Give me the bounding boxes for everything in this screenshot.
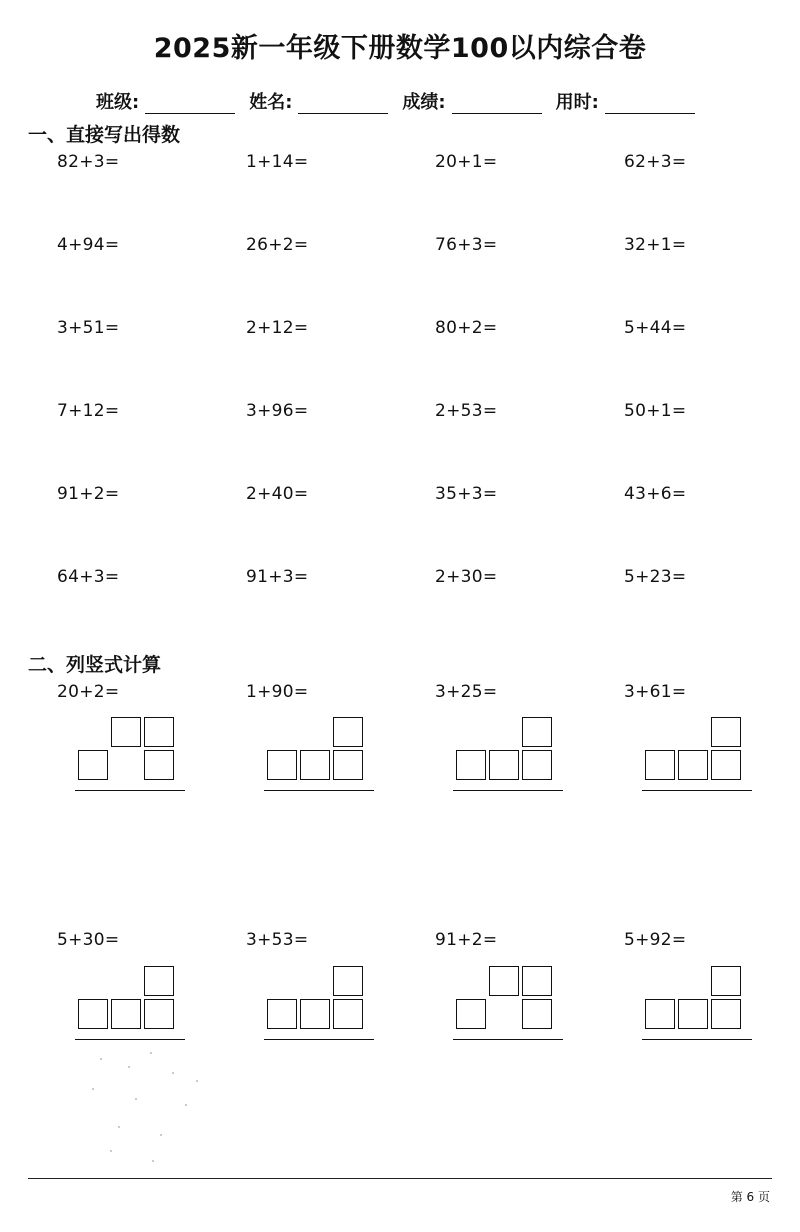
vertical-calc-grid — [75, 966, 185, 1046]
digit-box[interactable] — [111, 999, 141, 1029]
digit-box[interactable] — [333, 717, 363, 747]
digit-box[interactable] — [711, 999, 741, 1029]
problem: 3+61= — [624, 682, 687, 702]
digit-box[interactable] — [144, 966, 174, 996]
digit-box[interactable] — [489, 966, 519, 996]
answer-line — [642, 1039, 752, 1040]
problem: 20+2= — [57, 682, 120, 702]
worksheet-title: 2025新一年级下册数学100以内综合卷 — [153, 33, 647, 64]
time-label: 用时: — [555, 92, 599, 113]
digit-box[interactable] — [489, 750, 519, 780]
digit-box[interactable] — [678, 999, 708, 1029]
class-blank[interactable] — [145, 94, 235, 114]
problem: 91+2= — [435, 930, 498, 950]
section-2-title: 二、列竖式计算 — [28, 654, 162, 676]
digit-box[interactable] — [522, 999, 552, 1029]
class-label: 班级: — [96, 92, 140, 113]
section-1-title: 一、直接写出得数 — [28, 124, 181, 146]
digit-box[interactable] — [144, 999, 174, 1029]
time-blank[interactable] — [605, 94, 695, 114]
problem: 5+23= — [624, 567, 687, 587]
problem: 2+12= — [246, 318, 309, 338]
vertical-calc-grid — [642, 966, 752, 1046]
vertical-calc-grid — [453, 717, 563, 797]
problem: 32+1= — [624, 235, 687, 255]
footer-divider — [28, 1178, 772, 1179]
problem: 5+30= — [57, 930, 120, 950]
problem: 1+14= — [246, 152, 309, 172]
problem: 35+3= — [435, 484, 498, 504]
problem: 50+1= — [624, 401, 687, 421]
digit-box[interactable] — [300, 750, 330, 780]
problem: 82+3= — [57, 152, 120, 172]
digit-box[interactable] — [456, 999, 486, 1029]
name-blank[interactable] — [298, 94, 388, 114]
vertical-calc-grid — [264, 717, 374, 797]
problem: 76+3= — [435, 235, 498, 255]
answer-line — [264, 1039, 374, 1040]
answer-line — [75, 1039, 185, 1040]
digit-box[interactable] — [456, 750, 486, 780]
vertical-calc-grid — [264, 966, 374, 1046]
digit-box[interactable] — [78, 999, 108, 1029]
problem: 62+3= — [624, 152, 687, 172]
digit-box[interactable] — [522, 966, 552, 996]
problem: 3+51= — [57, 318, 120, 338]
problem: 5+44= — [624, 318, 687, 338]
digit-box[interactable] — [522, 750, 552, 780]
answer-line — [264, 790, 374, 791]
problem: 2+30= — [435, 567, 498, 587]
problem: 1+90= — [246, 682, 309, 702]
digit-box[interactable] — [300, 999, 330, 1029]
student-info-row — [96, 88, 736, 114]
problem: 4+94= — [57, 235, 120, 255]
digit-box[interactable] — [711, 966, 741, 996]
answer-line — [453, 790, 563, 791]
answer-line — [642, 790, 752, 791]
digit-box[interactable] — [333, 966, 363, 996]
digit-box[interactable] — [144, 750, 174, 780]
problem: 26+2= — [246, 235, 309, 255]
digit-box[interactable] — [678, 750, 708, 780]
problem: 64+3= — [57, 567, 120, 587]
score-label: 成绩: — [402, 92, 446, 113]
problem: 91+2= — [57, 484, 120, 504]
problem: 5+92= — [624, 930, 687, 950]
problem: 3+53= — [246, 930, 309, 950]
digit-box[interactable] — [144, 717, 174, 747]
vertical-calc-grid — [642, 717, 752, 797]
problem: 3+25= — [435, 682, 498, 702]
digit-box[interactable] — [267, 999, 297, 1029]
digit-box[interactable] — [645, 999, 675, 1029]
digit-box[interactable] — [111, 717, 141, 747]
name-label: 姓名: — [249, 92, 293, 113]
problem: 20+1= — [435, 152, 498, 172]
digit-box[interactable] — [267, 750, 297, 780]
page-number: 第 6 页 — [730, 1190, 770, 1204]
digit-box[interactable] — [711, 717, 741, 747]
problem: 7+12= — [57, 401, 120, 421]
vertical-calc-grid — [453, 966, 563, 1046]
digit-box[interactable] — [711, 750, 741, 780]
problem: 91+3= — [246, 567, 309, 587]
digit-box[interactable] — [645, 750, 675, 780]
answer-line — [453, 1039, 563, 1040]
digit-box[interactable] — [78, 750, 108, 780]
score-blank[interactable] — [452, 94, 542, 114]
digit-box[interactable] — [333, 999, 363, 1029]
digit-box[interactable] — [522, 717, 552, 747]
vertical-calc-grid — [75, 717, 185, 797]
digit-box[interactable] — [333, 750, 363, 780]
problem: 2+53= — [435, 401, 498, 421]
problem: 2+40= — [246, 484, 309, 504]
problem: 3+96= — [246, 401, 309, 421]
answer-line — [75, 790, 185, 791]
problem: 43+6= — [624, 484, 687, 504]
problem: 80+2= — [435, 318, 498, 338]
